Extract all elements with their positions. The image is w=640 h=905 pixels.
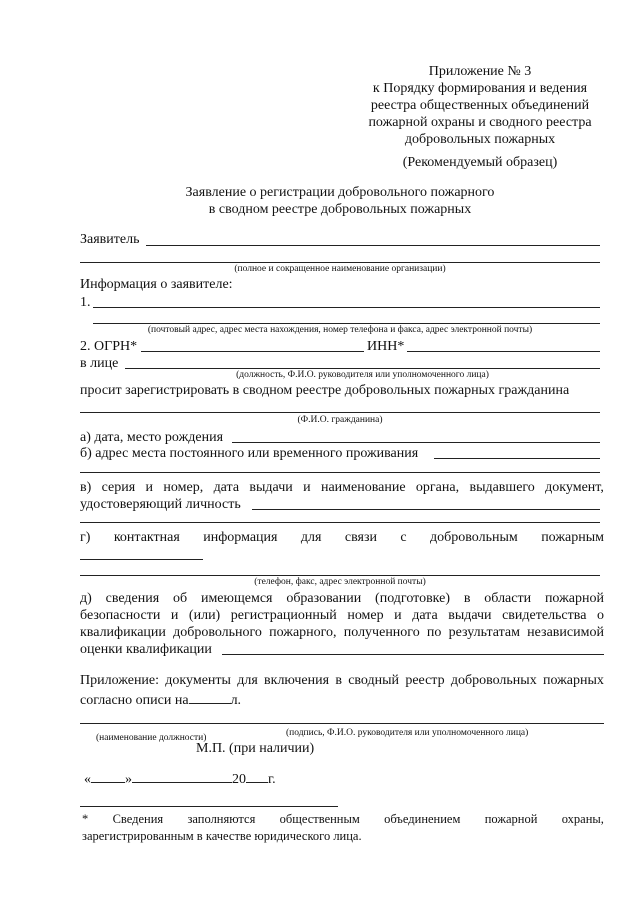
position-caption: (должность, Ф.И.О. руководителя или уполномоченного лица) — [236, 370, 489, 380]
date-month-field[interactable] — [132, 770, 232, 783]
contact-caption: (телефон, факс, адрес электронной почты) — [254, 577, 426, 587]
item-d-line-4: оценки квалификации — [80, 642, 212, 657]
item-d-word: полученного — [343, 625, 420, 640]
qualification-fill-line[interactable] — [222, 654, 604, 655]
item-d-word: в — [463, 591, 471, 606]
document-fill-line-2[interactable] — [80, 522, 600, 523]
item-d-word: сведения — [105, 591, 160, 606]
date-year-suffix: г. — [268, 772, 276, 787]
item-v-word: наименование — [320, 480, 406, 495]
item-v-word: органа, — [415, 480, 460, 495]
contact-fill-line[interactable] — [80, 559, 203, 560]
item-d-word: результатам — [448, 625, 520, 640]
item-d-word: безопасности — [80, 608, 161, 623]
sample-note: (Рекомендуемый образец) — [402, 155, 558, 170]
item-d-word: и — [394, 608, 402, 623]
item-d-word: и — [170, 608, 179, 623]
item-v-word: и — [145, 480, 154, 495]
item-b-label: б) адрес места постоянного или временного проживания — [80, 446, 419, 461]
appendix-line-4: добровольных пожарных — [404, 132, 556, 147]
item-d-word: выдачи — [448, 608, 492, 623]
position-sign-caption: (наименование должности) — [96, 733, 207, 743]
attachment-word: включения — [264, 673, 330, 688]
applicant-label: Заявитель — [80, 232, 140, 247]
item-g-word: информация — [203, 530, 278, 545]
seal-note: М.П. (при наличии) — [196, 741, 315, 756]
attachment-word: добровольных — [450, 673, 537, 688]
residence-fill-line-2[interactable] — [80, 472, 600, 473]
appendix-number: Приложение № 3 — [428, 64, 532, 79]
item-g-word: связи — [344, 530, 377, 545]
item-v-word: выдачи — [249, 480, 293, 495]
attachment-word: документы — [165, 673, 231, 688]
item-d-word: регистрационный — [230, 608, 337, 623]
contact-fill-line-2[interactable] — [80, 575, 600, 576]
person-label: в лице — [80, 356, 119, 371]
attachment-line-2-start: согласно описи на — [80, 693, 189, 708]
item-v-word: в) — [80, 480, 92, 495]
ogrn-fill-line[interactable] — [141, 351, 364, 352]
date-day-field[interactable] — [91, 770, 125, 783]
attachment-line-2 — [80, 691, 241, 709]
date-line — [84, 770, 276, 788]
footnote-word: объединением — [384, 812, 461, 826]
inn-fill-line[interactable] — [407, 351, 600, 352]
item-d-word: имеющемся — [200, 591, 273, 606]
attachment-line-1 — [80, 673, 604, 689]
item-d-word: пожарной — [544, 591, 604, 606]
footnote-word: Сведения — [112, 812, 164, 826]
person-fill-line[interactable] — [125, 368, 600, 369]
footnote-separator — [80, 806, 338, 807]
footnote-word: пожарной — [484, 812, 538, 826]
item-g-word: для — [300, 530, 322, 545]
footnote-word: общественным — [279, 812, 360, 826]
info-label: Информация о заявителе: — [80, 277, 233, 292]
item-1-label: 1. — [80, 295, 91, 310]
item-d-word: пожарного, — [269, 625, 337, 640]
citizen-caption: (Ф.И.О. гражданина) — [297, 415, 383, 425]
item-v-word: и — [303, 480, 311, 495]
item-d-word: области — [484, 591, 532, 606]
appendix-line-2: реестра общественных объединений — [370, 98, 590, 113]
attachment-word: в — [335, 673, 342, 688]
date-close-quote: » — [125, 772, 132, 787]
attachment-word: сводный — [348, 673, 400, 688]
footnote-word: заполняются — [187, 812, 256, 826]
attachment-word: для — [237, 673, 258, 688]
signature-fill-line[interactable] — [80, 723, 604, 724]
item-g-line — [80, 530, 604, 546]
address-fill-line[interactable] — [93, 307, 600, 308]
item-g-word: пожарным — [541, 530, 604, 545]
attachment-word: Приложение: — [80, 673, 160, 688]
residence-fill-line[interactable] — [434, 458, 600, 459]
item-v-line-1 — [80, 480, 604, 496]
date-year-field[interactable] — [246, 770, 268, 783]
item-d-word: о — [596, 608, 604, 623]
date-year-prefix: 20 — [232, 772, 246, 787]
item-d-word: об — [173, 591, 188, 606]
appendix-line-3: пожарной охраны и сводного реестра — [368, 115, 592, 130]
item-g-word: с — [400, 530, 407, 545]
citizen-fill-line[interactable] — [80, 412, 600, 413]
item-v-word: серия — [101, 480, 136, 495]
item-g-word: добровольным — [430, 530, 518, 545]
title-line-2: в сводном реестре добровольных пожарных — [208, 202, 472, 217]
item-d-line-1 — [80, 591, 604, 607]
footnote-word: охраны, — [561, 812, 604, 826]
inn-label: ИНН* — [367, 339, 405, 354]
item-d-word: добровольного — [173, 625, 262, 640]
attachment-word: реестр — [405, 673, 445, 688]
request-text: просит зарегистрировать в сводном реестре добровольных пожарных гражданина — [80, 383, 570, 398]
item-g-word: контактная — [113, 530, 180, 545]
org-caption: (полное и сокращенное наименование организации) — [234, 264, 446, 274]
item-d-line-2 — [80, 608, 604, 624]
item-d-word: квалификации — [80, 625, 166, 640]
date-open-quote: « — [84, 772, 91, 787]
item-d-word: независимой — [527, 625, 604, 640]
item-v-line-2: удостоверяющий личность — [80, 497, 241, 512]
attachment-line-2-end: л. — [230, 693, 242, 708]
birth-fill-line[interactable] — [232, 442, 600, 443]
ogrn-label: 2. ОГРН* — [80, 339, 138, 354]
signature-caption: (подпись, Ф.И.О. руководителя или уполномоченного лица) — [286, 728, 529, 738]
footnote-word: * — [82, 812, 89, 826]
item-v-word: дата — [213, 480, 240, 495]
item-d-word: дата — [412, 608, 438, 623]
footnote-line-1 — [82, 812, 604, 826]
title-line-1: Заявление о регистрации добровольного пожарного — [185, 185, 495, 200]
applicant-fill-line[interactable] — [146, 245, 600, 246]
item-g-word: г) — [80, 530, 91, 545]
item-d-word: образовании — [286, 591, 362, 606]
item-v-word: номер, — [163, 480, 204, 495]
pages-count-field[interactable] — [189, 691, 231, 704]
applicant-fill-line-2[interactable] — [80, 262, 600, 263]
document-fill-line[interactable] — [252, 509, 600, 510]
item-v-word: выдавшего — [469, 480, 535, 495]
item-a-label: а) дата, место рождения — [80, 430, 224, 445]
address-fill-line-2[interactable] — [93, 323, 600, 324]
item-d-line-3 — [80, 625, 604, 641]
item-d-word: (или) — [188, 608, 221, 623]
attachment-word: пожарных — [542, 673, 604, 688]
item-d-word: свидетельства — [502, 608, 587, 623]
item-d-word: д) — [80, 591, 92, 606]
item-d-word: номер — [347, 608, 384, 623]
item-d-word: (подготовке) — [375, 591, 451, 606]
item-v-word: документ, — [545, 480, 604, 495]
footnote-line-2: зарегистрированным в качестве юридического лица. — [82, 829, 362, 843]
appendix-line-1: к Порядку формирования и ведения — [372, 81, 588, 96]
item-d-word: по — [426, 625, 442, 640]
address-caption: (почтовый адрес, адрес места нахождения, номер телефона и факса, адрес электронной почты) — [147, 325, 533, 335]
